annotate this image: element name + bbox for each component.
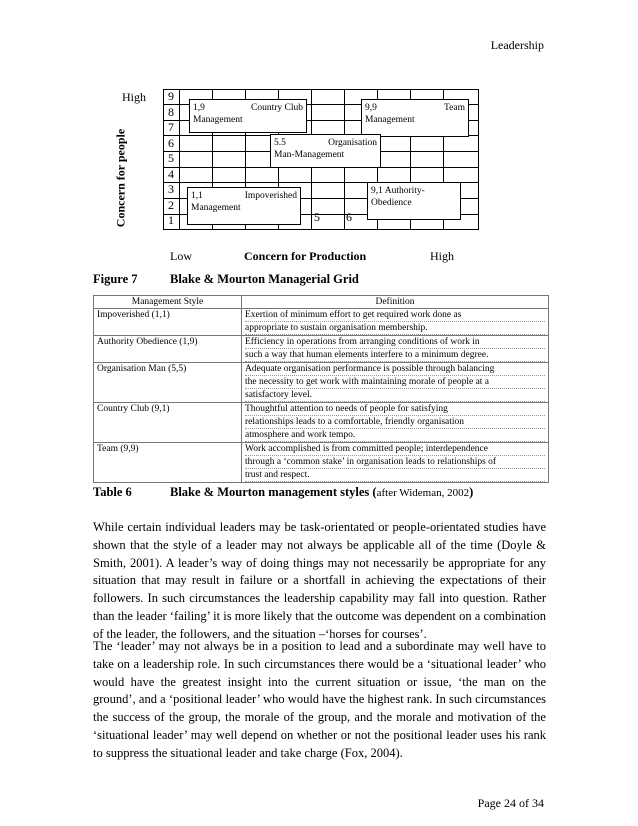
page-number: Page 24 of 34	[477, 796, 544, 810]
y-tick-1: 1	[168, 213, 174, 227]
body-paragraph-2: The ‘leader’ may not always be in a position to lead and a subordinate may well have to take on a leadership role. In such circumstances there would be a ‘situational leader’ who would have the greatest insight into the current situation or issue, ‘the man on the ground’, and a ‘positional leader’ who would have the highest rank. In such circumstances the success of the group, the morale of the group, and the morale and motivation of the ‘situational leader’ may well depend on whether or not the positional leader uses his rank to suppress the situational leader and take charge (Fox, 2004).	[93, 639, 546, 760]
figure-title: Blake & Mourton Managerial Grid	[170, 272, 359, 286]
grid-box-team: 9,9 Team Management	[361, 99, 469, 137]
definition-cell: Work accomplished is from committed people; interdependence through a ‘common stake’ in organisation leads to relationships of trust and respect.	[242, 443, 549, 483]
style-cell: Organisation Man (5,5)	[94, 363, 242, 403]
definition-cell: Exertion of minimum effort to get required work done as appropriate to sustain organisation membership.	[242, 309, 549, 336]
header-management-style: Management Style	[94, 296, 242, 309]
y-high-label: High	[122, 90, 146, 104]
grid-box-organisation-man: 5.5 Organisation Man-Management	[270, 134, 381, 168]
y-tick-6: 6	[168, 136, 174, 150]
x-high-label: High	[430, 249, 454, 263]
style-cell: Team (9,9)	[94, 443, 242, 483]
y-tick-8: 8	[168, 105, 174, 119]
table-title: Blake & Mourton management styles (after Wideman, 2002)	[170, 485, 474, 499]
y-tick-7: 7	[168, 120, 174, 134]
definition-cell: Adequate organisation performance is possible through balancing the necessity to get work with maintaining morale of people at a satisfactory level.	[242, 363, 549, 403]
x-axis-title: Concern for Production	[244, 249, 367, 263]
grid-box-country-club: 1,9 Country Club Management	[189, 99, 307, 133]
y-tick-3: 3	[168, 182, 174, 196]
definition-cell: Thoughtful attention to needs of people for satisfying relationships leads to a comfortable, friendly organisation atmosphere and work tempo.	[242, 403, 549, 443]
management-styles-table	[93, 295, 549, 483]
x-number-6: 6	[346, 210, 352, 224]
x-number-5: 5	[314, 210, 320, 224]
table-row	[94, 403, 549, 443]
table-row	[94, 443, 549, 483]
y-tick-4: 4	[168, 167, 174, 181]
grid-box-authority-obedience: 9,1 Authority- Obedience	[367, 182, 461, 220]
style-cell: Country Club (9,1)	[94, 403, 242, 443]
y-tick-9: 9	[168, 89, 174, 103]
running-header: Leadership	[490, 38, 544, 52]
header-definition: Definition	[242, 296, 549, 309]
table-row	[94, 309, 549, 336]
table-header-row	[94, 296, 549, 309]
y-tick-2: 2	[168, 198, 174, 212]
x-low-label: Low	[170, 249, 192, 263]
grid-box-impoverished: 1,1 Impoverished Management	[187, 187, 301, 225]
style-cell: Authority Obedience (1,9)	[94, 336, 242, 363]
style-cell: Impoverished (1,1)	[94, 309, 242, 336]
body-paragraph-1: While certain individual leaders may be task-orientated or people-orientated studies have shown that the style of a leader may not always be applicable all of the time (Doyle & Smith, 2001). A leader’s way of doing things may not necessarily be appropriate for any situation that may result in failure or a shortfall in achieving the expectations of their followers. In such circumstances the leadership capability may fall into question. Rather than the leader ‘failing’ it is more likely that the outcome was dependent on a combination of the leader, the followers, and the situation –‘horses for courses’.	[93, 520, 546, 641]
figure-label: Figure 7	[93, 272, 138, 286]
table-row	[94, 336, 549, 363]
table-row	[94, 363, 549, 403]
definition-cell: Efficiency in operations from arranging conditions of work in such a way that human elements interfere to a minimum degree.	[242, 336, 549, 363]
y-tick-5: 5	[168, 151, 174, 165]
table-label: Table 6	[93, 485, 132, 499]
